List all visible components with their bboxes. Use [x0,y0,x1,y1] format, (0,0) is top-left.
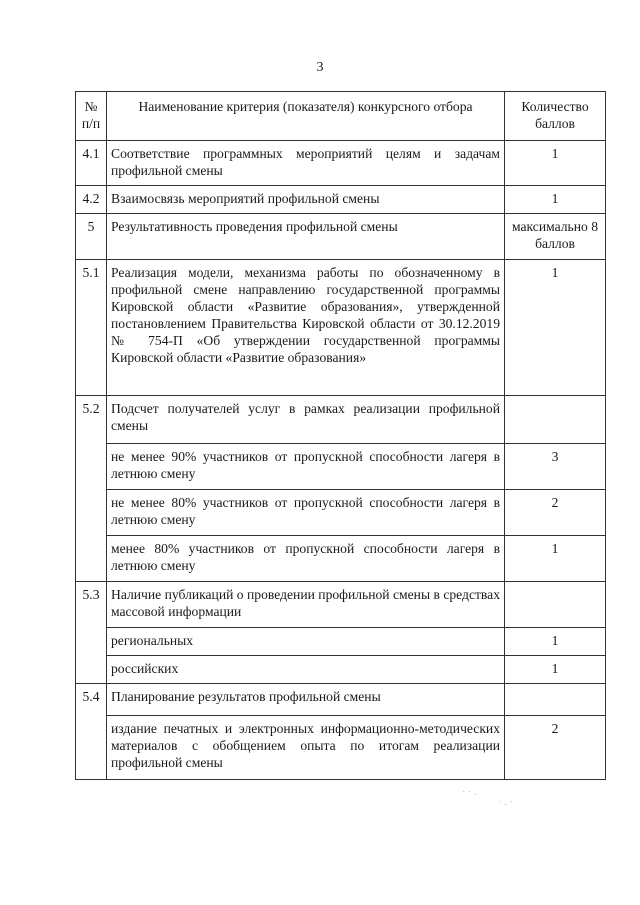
scan-speck: ˙ ˙ · [462,790,477,801]
table-row [76,396,606,444]
row-score: 1 [505,141,606,186]
row-name: не менее 90% участников от пропускной способности лагеря в летнюю смену [107,444,505,490]
table-row [76,260,606,396]
page-number: 3 [316,60,324,75]
table-row [76,582,606,628]
table-row [76,186,606,214]
row-num: 4.2 [76,186,107,214]
table-row [76,444,606,490]
row-num [76,444,107,490]
scan-speck: ˙ · ˙ [498,800,513,811]
row-score: 1 [505,260,606,396]
table-header-row [76,92,606,141]
row-score [505,396,606,444]
row-name: Наличие публикаций о проведении профильной смены в средствах массовой информации [107,582,505,628]
row-num [76,656,107,684]
row-name: Взаимосвязь мероприятий профильной смены [107,186,505,214]
table-row [76,716,606,780]
row-name: Соответствие программных мероприятий целям и задачам профильной смены [107,141,505,186]
row-num: 5.1 [76,260,107,396]
row-name: менее 80% участников от пропускной способности лагеря в летнюю смену [107,536,505,582]
header-num: № п/п [76,92,107,141]
table-row [76,656,606,684]
table-row [76,214,606,260]
row-name: Планирование результатов профильной смены [107,684,505,716]
row-score: максимально 8 баллов [505,214,606,260]
row-num [76,716,107,780]
row-num: 5.2 [76,396,107,444]
table-row [76,628,606,656]
table-row [76,141,606,186]
row-score: 2 [505,490,606,536]
row-num [76,490,107,536]
row-name: российских [107,656,505,684]
row-name: Результативность проведения профильной смены [107,214,505,260]
row-score: 1 [505,536,606,582]
row-score: 1 [505,186,606,214]
row-name: не менее 80% участников от пропускной способности лагеря в летнюю смену [107,490,505,536]
row-num: 5 [76,214,107,260]
header-score: Количество баллов [505,92,606,141]
row-num [76,628,107,656]
table-row [76,684,606,716]
table-row [76,536,606,582]
table-row [76,490,606,536]
row-score: 2 [505,716,606,780]
header-name: Наименование критерия (показателя) конкурсного отбора [107,92,505,141]
row-name: издание печатных и электронных информационно-методических материалов с обобщением опыта по итогам реализации профильной смены [107,716,505,780]
row-score: 3 [505,444,606,490]
row-num [76,536,107,582]
row-name: Реализация модели, механизма работы по обозначенному в профильной смене направлению государственной программы Кировской области «Развитие образования», утвержденной постановлением Правительства Кировской области от 30.12.2019 № 754-П «Об утверждении государственной программы Кировской области «Развитие образования» [107,260,505,396]
row-score [505,684,606,716]
row-num: 5.3 [76,582,107,628]
row-num: 4.1 [76,141,107,186]
row-score: 1 [505,656,606,684]
row-name: региональных [107,628,505,656]
row-score: 1 [505,628,606,656]
row-score [505,582,606,628]
row-num: 5.4 [76,684,107,716]
row-name: Подсчет получателей услуг в рамках реализации профильной смены [107,396,505,444]
criteria-table [75,91,606,780]
